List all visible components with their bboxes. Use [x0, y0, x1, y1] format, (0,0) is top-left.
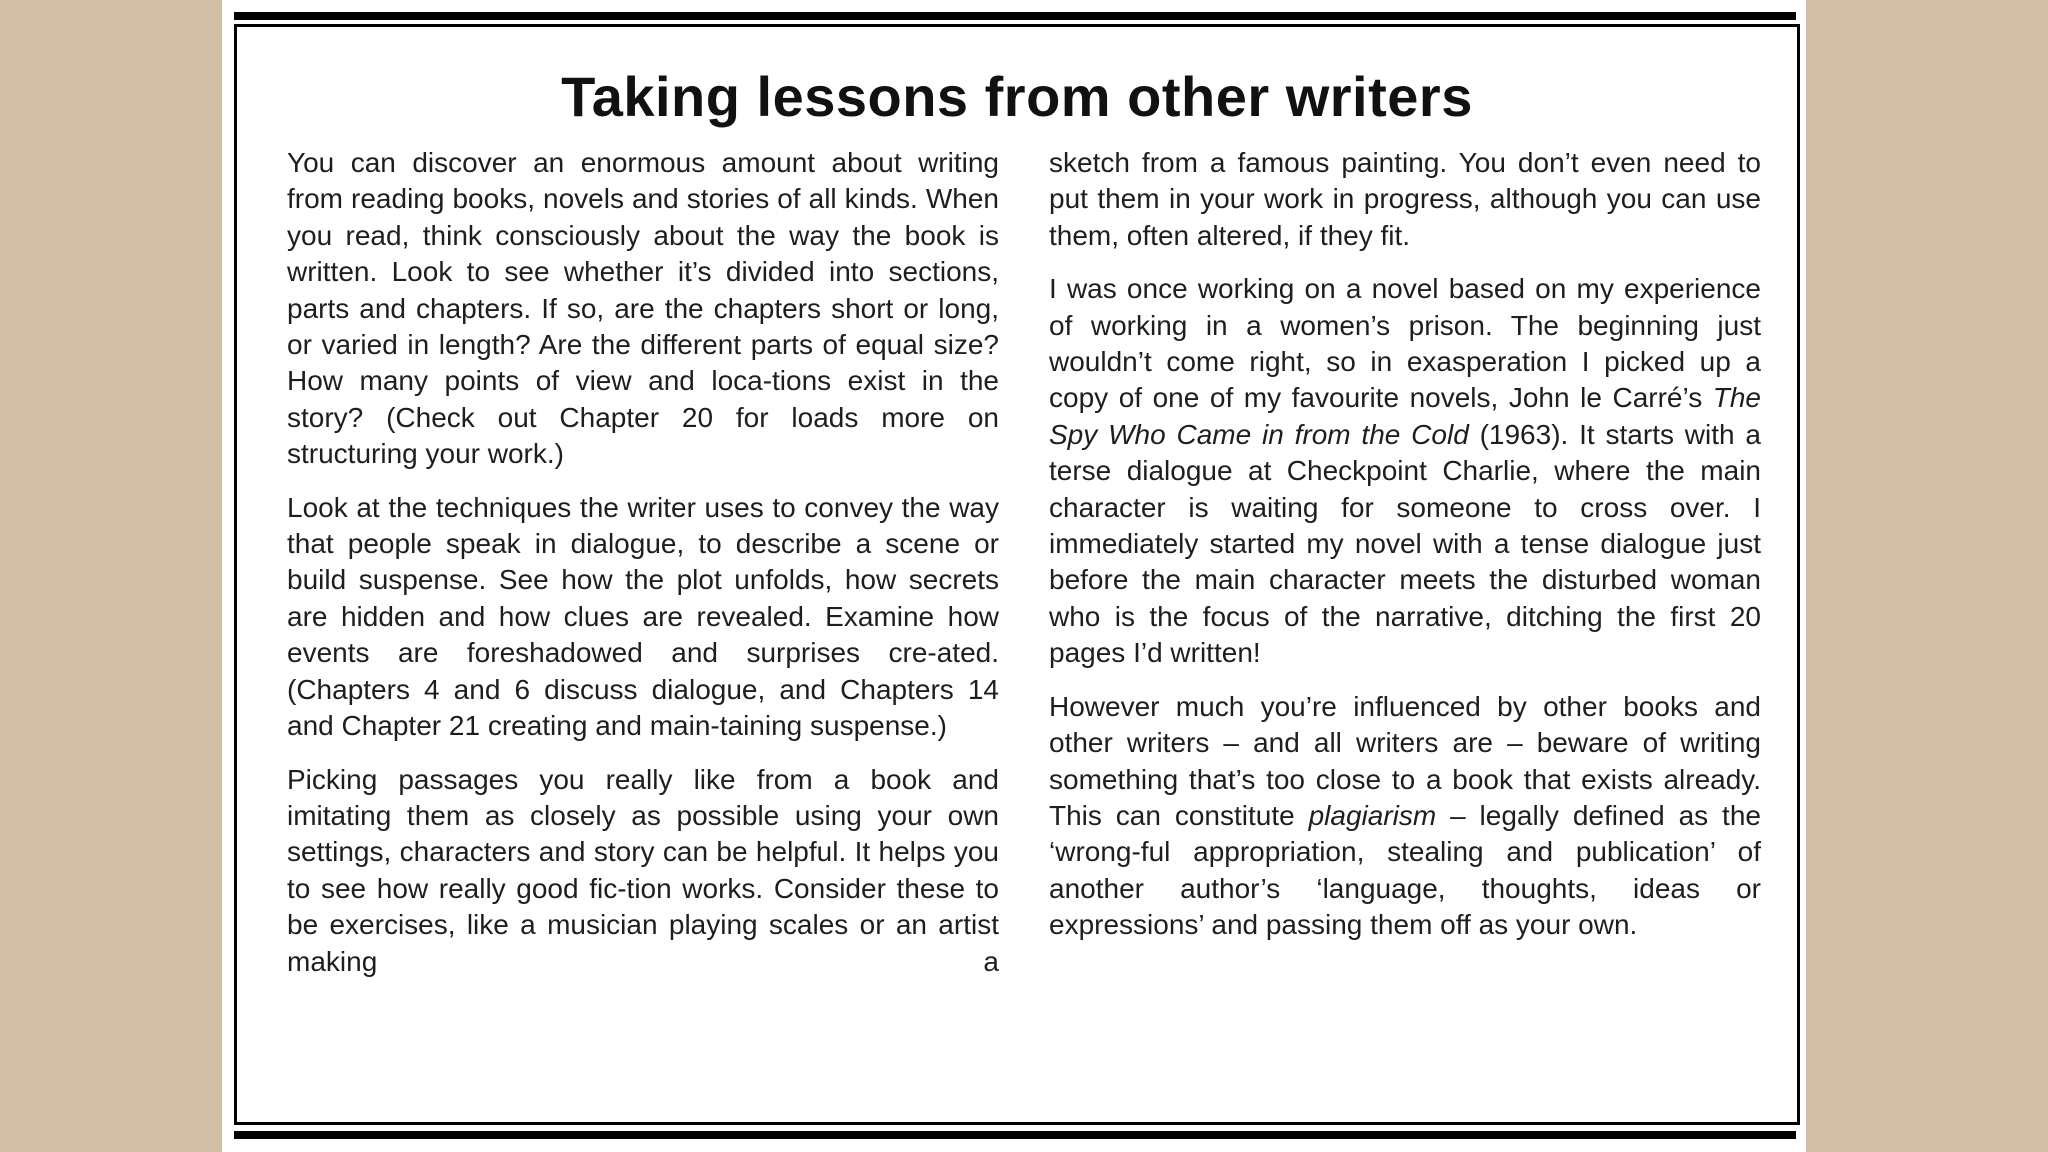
left-paragraph-2: Look at the techniques the writer uses to convey the way that people speak in dialogue, to describe a scene or build suspense. See how the plot unfolds, how secrets are hidden and how clues are revealed. Examine how events are foreshadowed and surprises cre-ated. (Chapters 4 and 6 discuss dialogue, and Chapters 14 and Chapter 21 creating and main-taining suspense.): [287, 491, 999, 742]
right-column: [1049, 145, 1761, 961]
book-title-italic: The Spy Who Came in from the Cold: [1049, 382, 1761, 450]
book-page: [222, 0, 1806, 1152]
top-rule: [234, 12, 1796, 20]
plagiarism-term-italic: plagiarism: [1308, 799, 1437, 831]
right-paragraph-3-text-after: – legally defined as the ‘wrong-ful appropriation, stealing and publication’ of another author’s ‘language, thoughts, ideas or expressions’ and passing them off as your own.: [1049, 799, 1761, 941]
left-paragraph-3: Picking passages you really like from a book and imitating them as closely as possible using your own settings, characters and story can be helpful. It helps you to see how really good fic-tion works. Consider these to be exercises, like a musician playing scales or an artist making a: [287, 763, 999, 977]
right-paragraph-2-text-before: I was once working on a novel based on my experience of working in a women’s prison. The beginning just wouldn’t come right, so in exasperation I picked up a copy of one of my favourite novels, John le Carré’s: [1049, 273, 1761, 414]
right-paragraph-1: sketch from a famous painting. You don’t even need to put them in your work in progress, although you can use them, often altered, if they fit.: [1049, 147, 1761, 251]
left-column: [287, 145, 999, 997]
sidebar-title: Taking lessons from other writers: [561, 65, 1473, 128]
right-paragraph-3-text-before: However much you’re influenced by other books and other writers – and all writers are – beware of writing something that’s too close to a book that exists already. This can constitute: [1049, 690, 1761, 831]
right-paragraph-3: [1049, 689, 1761, 944]
bottom-rule: [234, 1131, 1796, 1139]
right-paragraph-2-text-after: (1963). It starts with a terse dialogue at Checkpoint Charlie, where the main character is waiting for someone to cross over. I immediately started my novel with a tense dialogue just before the main character meets the disturbed woman who is the focus of the narrative, ditching the first 20 pages I’d written!: [1049, 418, 1761, 669]
right-paragraph-2: [1049, 271, 1761, 671]
left-paragraph-1: You can discover an enormous amount about writing from reading books, novels and stories of all kinds. When you read, think consciously about the way the book is written. Look to see whether it’s divided into sections, parts and chapters. If so, are the chapters short or long, or varied in length? Are the different parts of equal size? How many points of view and loca-tions exist in the story? (Check out Chapter 20 for loads more on structuring your work.): [287, 147, 999, 470]
sidebar-box: [234, 24, 1800, 1125]
